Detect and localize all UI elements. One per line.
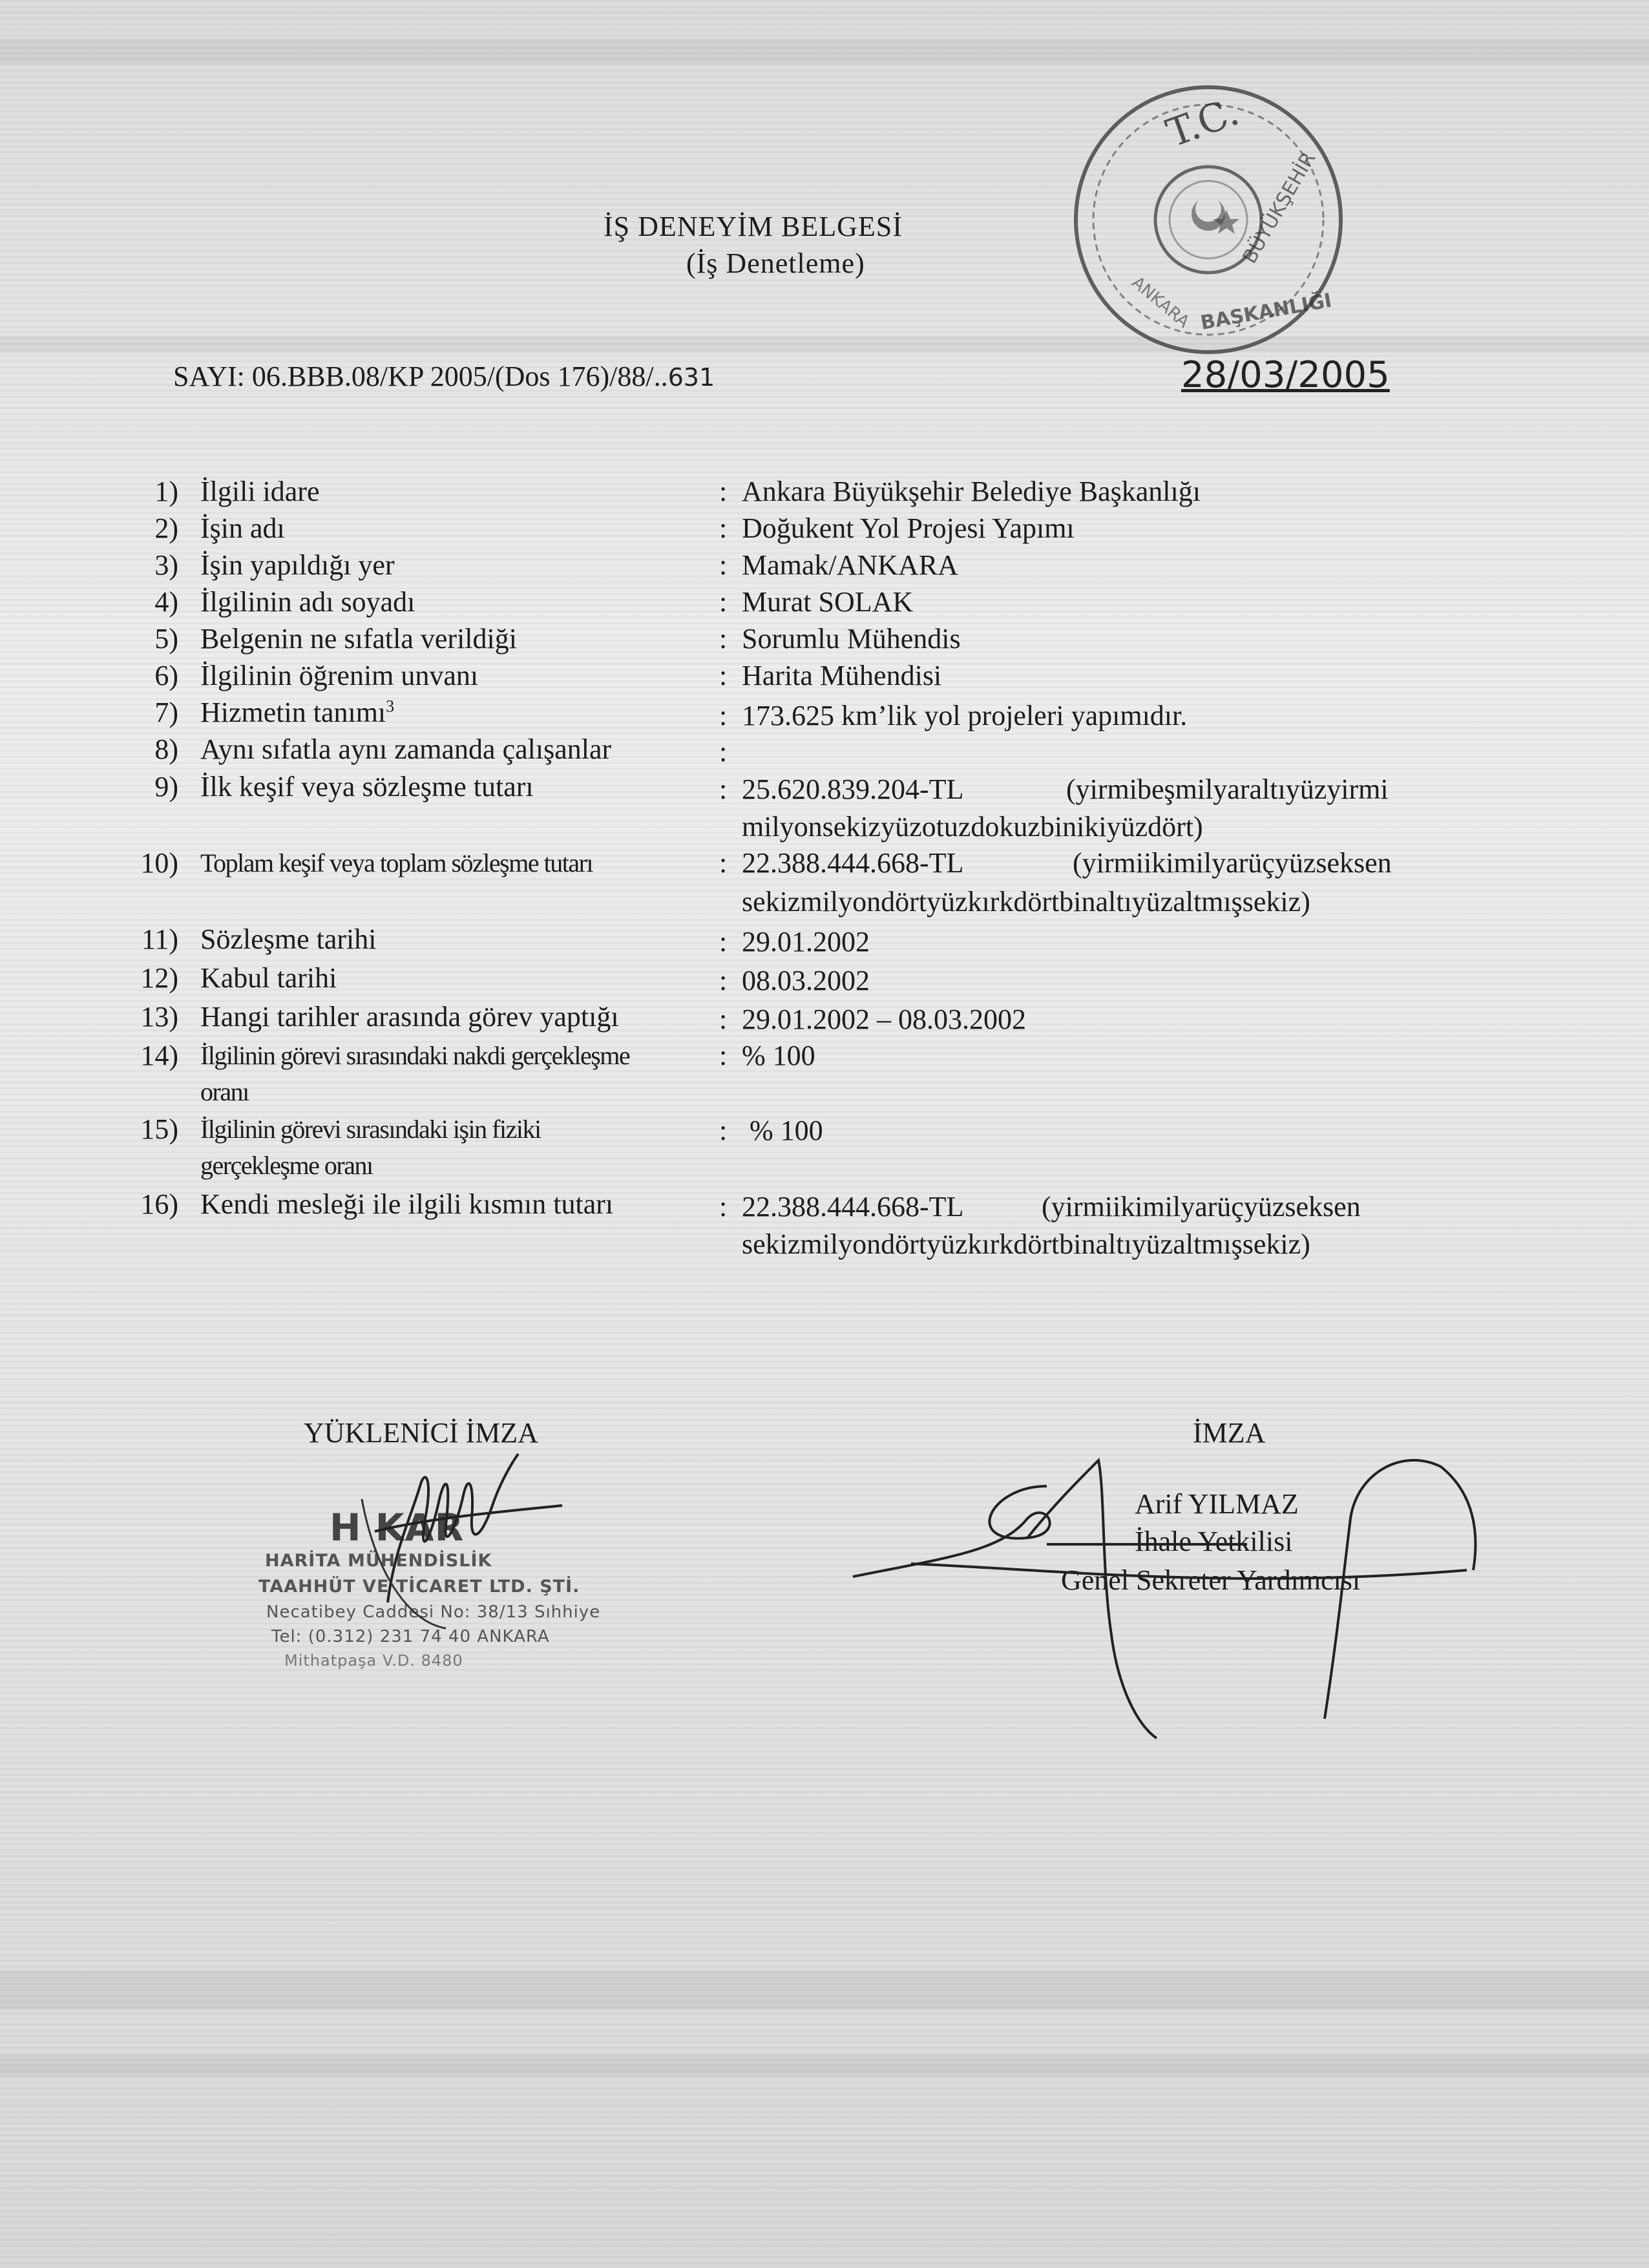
item-value: 173.625 km’lik yol projeleri yapımıdır. xyxy=(742,700,1188,731)
item-colon: : xyxy=(719,736,728,768)
item-colon: : xyxy=(719,476,728,507)
item-value: % 100 xyxy=(750,1115,823,1146)
item-value: 22.388.444.668-TL xyxy=(742,847,964,879)
item-value-words-continued: sekizmilyondörtyüzkırkdörtbinaltıyüzaltmışsekiz) xyxy=(742,1228,1310,1260)
item-value: Harita Mühendisi xyxy=(742,660,942,691)
item-colon: : xyxy=(719,965,728,996)
svg-text:T.C.: T.C. xyxy=(1161,89,1245,157)
item-value: Doğukent Yol Projesi Yapımı xyxy=(742,512,1075,544)
item-label: İşin adı xyxy=(200,512,285,544)
item-value: Sorumlu Mühendis xyxy=(742,623,961,655)
company-stamp-line: Necatibey Caddesi No: 38/13 Sıhhiye xyxy=(266,1602,601,1622)
item-value: Ankara Büyükşehir Belediye Başkanlığı xyxy=(742,476,1201,507)
svg-text:BÜYÜKŞEHİR: BÜYÜKŞEHİR xyxy=(1238,148,1321,268)
item-number: 14) xyxy=(140,1040,178,1071)
item-label: Hizmetin tanımı$^3$ xyxy=(200,697,395,728)
item-label: Sözleşme tarihi xyxy=(200,923,377,955)
item-value-words-continued: milyonsekizyüzotuzdokuzbinikiyüzdört) xyxy=(742,811,1203,843)
scan-noise xyxy=(0,336,1649,353)
svg-text:ANKARA: ANKARA xyxy=(1128,273,1193,332)
item-value-words: (yirmibeşmilyaraltıyüzyirmi xyxy=(1066,773,1389,805)
item-label: Kendi mesleği ile ilgili kısmın tutarı xyxy=(200,1188,614,1220)
item-label: İlgili idare xyxy=(200,476,320,507)
item-label: İlgilinin adı soyadı xyxy=(200,586,415,618)
item-colon: : xyxy=(719,586,728,618)
item-number: 16) xyxy=(140,1188,178,1220)
item-number: 11) xyxy=(141,923,178,955)
item-label: Hangi tarihler arasında görev yaptığı xyxy=(200,1001,619,1033)
item-label: İlgilinin görevi sırasındaki işin fiziki xyxy=(200,1115,541,1144)
contractor-handwritten-signature xyxy=(349,1441,594,1635)
item-colon: : xyxy=(719,549,728,581)
authority-handwritten-signature xyxy=(834,1441,1480,1745)
item-label: Kabul tarihi xyxy=(200,962,337,994)
company-stamp-line: Mithatpaşa V.D. 8480 xyxy=(284,1652,463,1670)
document-title: İŞ DENEYİM BELGESİ xyxy=(604,211,903,242)
item-value: 25.620.839.204-TL xyxy=(742,773,964,805)
company-stamp-line: HARİTA MÜHENDİSLİK xyxy=(265,1551,492,1571)
item-value: 29.01.2002 xyxy=(742,926,870,958)
item-value: 22.388.444.668-TL xyxy=(742,1191,964,1223)
item-value-words: (yirmiikimilyarüçyüzseksen xyxy=(1073,847,1392,879)
reference-number: SAYI: 06.BBB.08/KP 2005/(Dos 176)/88/..631 xyxy=(173,361,715,392)
item-number: 15) xyxy=(140,1113,178,1145)
item-label: İlgilinin öğrenim unvanı xyxy=(200,660,479,691)
scan-noise xyxy=(0,2055,1649,2077)
scan-noise xyxy=(0,1971,1649,2010)
item-colon: : xyxy=(719,1040,728,1071)
item-number: 5) xyxy=(154,623,178,655)
item-number: 8) xyxy=(154,733,178,765)
item-label: Aynı sıfatla aynı zamanda çalışanlar xyxy=(200,733,612,765)
svg-text:BAŞKANLIĞI: BAŞKANLIĞI xyxy=(1199,289,1334,335)
company-stamp-line: TAAHHÜT VE TİCARET LTD. ŞTİ. xyxy=(258,1577,580,1597)
item-colon: : xyxy=(719,1115,728,1146)
item-value-words: (yirmiikimilyarüçyüzseksen xyxy=(1042,1191,1361,1223)
footnote-marker: 3 xyxy=(386,697,395,716)
item-colon: : xyxy=(719,623,728,655)
signatory-title: İhale Yetkilisi xyxy=(1135,1526,1293,1557)
item-value: % 100 xyxy=(742,1040,815,1071)
item-number: 1) xyxy=(154,476,178,507)
item-colon: : xyxy=(719,847,728,879)
item-colon: : xyxy=(719,700,728,731)
company-stamp-logo: H KAR xyxy=(330,1506,465,1549)
item-colon: : xyxy=(719,1003,728,1035)
item-number: 6) xyxy=(154,660,178,691)
contractor-signature-heading: YÜKLENİCİ İMZA xyxy=(304,1417,538,1449)
item-number: 7) xyxy=(154,697,178,728)
item-colon: : xyxy=(719,926,728,958)
signatory-position: Genel Sekreter Yardımcısı xyxy=(1061,1564,1361,1596)
item-value: Murat SOLAK xyxy=(742,586,914,618)
item-label: Belgenin ne sıfatla verildiği xyxy=(200,623,517,655)
item-number: 4) xyxy=(154,586,178,618)
official-seal-stamp xyxy=(1060,71,1357,368)
item-number: 3) xyxy=(154,549,178,581)
item-colon: : xyxy=(719,660,728,691)
company-stamp-line: Tel: (0.312) 231 74 40 ANKARA xyxy=(271,1627,550,1646)
item-label-continued: oranı xyxy=(200,1077,249,1106)
item-label: Toplam keşif veya toplam sözleşme tutarı xyxy=(200,848,593,877)
item-label-continued: gerçekleşme oranı xyxy=(200,1151,373,1180)
handwritten-date: 28/03/2005 xyxy=(1181,354,1390,396)
item-number: 12) xyxy=(140,962,178,994)
signatory-name: Arif YILMAZ xyxy=(1135,1488,1299,1520)
item-number: 2) xyxy=(154,512,178,544)
item-colon: : xyxy=(719,773,728,805)
item-number: 10) xyxy=(140,847,178,879)
item-label: İşin yapıldığı yer xyxy=(200,549,395,581)
document-subtitle: (İş Denetleme) xyxy=(686,247,865,279)
item-value: 29.01.2002 – 08.03.2002 xyxy=(742,1003,1026,1035)
item-value: Mamak/ANKARA xyxy=(742,549,958,581)
item-number: 9) xyxy=(154,771,178,803)
item-value: 08.03.2002 xyxy=(742,965,870,996)
scan-noise xyxy=(0,39,1649,65)
item-label: İlk keşif veya sözleşme tutarı xyxy=(200,771,534,803)
item-colon: : xyxy=(719,1191,728,1223)
item-colon: : xyxy=(719,512,728,544)
item-label: İlgilinin görevi sırasındaki nakdi gerçekleşme xyxy=(200,1041,630,1070)
item-number: 13) xyxy=(140,1001,178,1033)
item-value-words-continued: sekizmilyondörtyüzkırkdörtbinaltıyüzaltmışsekiz) xyxy=(742,886,1310,918)
authority-signature-heading: İMZA xyxy=(1193,1417,1266,1449)
